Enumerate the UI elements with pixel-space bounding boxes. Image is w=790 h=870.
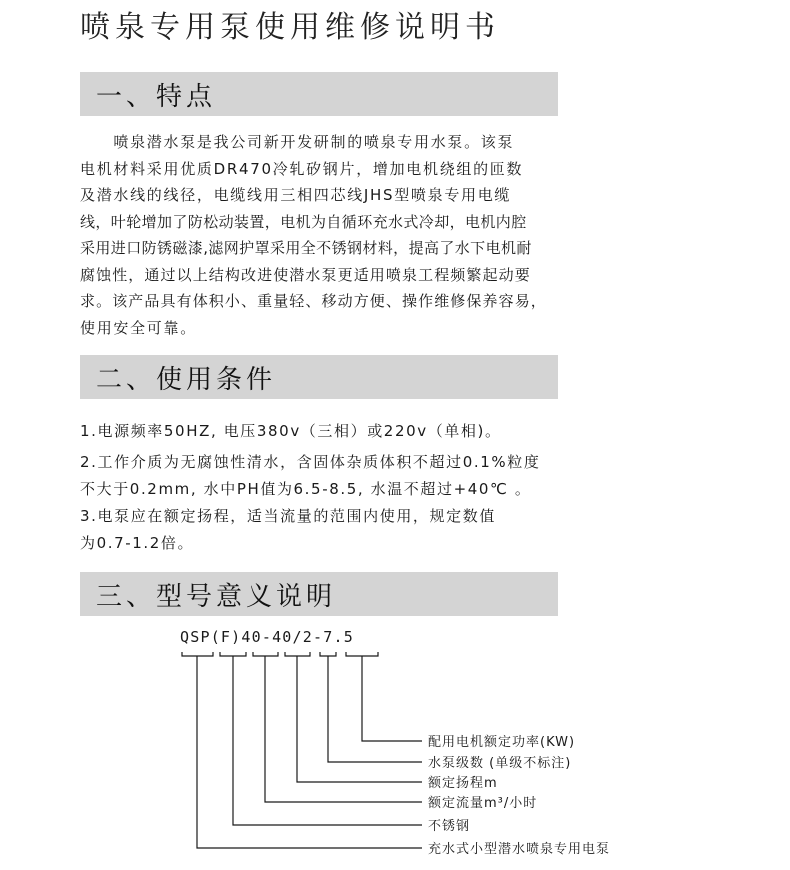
leader-flow [265, 656, 422, 802]
features-line: 采用进口防锈磁漆,滤网护罩采用全不锈钢材料，提高了水下电机耐 [80, 239, 532, 257]
features-line: 电机材料采用优质DR470冷轧矽钢片，增加电机绕组的匝数 [80, 159, 524, 178]
features-line: 使用安全可靠。 [80, 318, 197, 337]
model-code: QSP(F)40-40/2-7.5 [180, 628, 354, 646]
section-heading-features: 一、特点 [96, 82, 217, 112]
bracket-qsp [182, 652, 213, 656]
features-line: 喷泉潜水泵是我公司新开发研制的喷泉专用水泵。该泵 [80, 133, 515, 151]
bracket-power [346, 652, 378, 656]
leader-qsp [197, 656, 422, 848]
leader-head [297, 656, 422, 782]
section-heading-model: 三、型号意义说明 [96, 582, 337, 612]
condition-line: 3.电泵应在额定扬程，适当流量的范围内使用，规定数值 [80, 507, 496, 525]
legend-power: 配用电机额定功率(KW) [428, 735, 576, 750]
condition-line: 不大于0.2mm, 水中PH值为6.5-8.5, 水温不超过+40℃ 。 [80, 480, 532, 498]
features-line: 线，叶轮增加了防松动装置，电机为自循环充水式冷却，电机内腔 [80, 212, 527, 231]
bracket-flow [253, 652, 278, 656]
legend-type: 充水式小型潜水喷泉专用电泵 [428, 842, 611, 857]
leader-power [362, 656, 422, 741]
page-title: 喷泉专用泵使用维修说明书 [80, 10, 500, 45]
legend-material: 不锈钢 [428, 819, 471, 834]
features-line: 求。该产品具有体积小、重量轻、移动方便、操作维修保养容易， [80, 292, 547, 310]
bracket-f [220, 652, 246, 656]
condition-line: 为0.7-1.2倍。 [80, 534, 195, 552]
legend-stage: 水泵级数 (单级不标注) [428, 756, 572, 771]
leader-stage [328, 656, 422, 762]
features-line: 及潜水线的线径，电缆线用三相四芯线JHS型喷泉专用电缆 [80, 186, 512, 204]
features-line: 腐蚀性，通过以上结构改进使潜水泵更适用喷泉工程频繁起动要 [80, 265, 531, 284]
legend-head: 额定扬程m [428, 776, 498, 791]
legend-flow: 额定流量m³/小时 [428, 796, 538, 811]
condition-line: 1.电源频率50HZ, 电压380v（三相）或220v（单相)。 [80, 422, 502, 440]
bracket-head [285, 652, 310, 656]
bracket-stage [320, 652, 336, 656]
condition-line: 2.工作介质为无腐蚀性清水，含固体杂质体积不超过0.1%粒度 [80, 453, 541, 471]
section-heading-conditions: 二、使用条件 [96, 365, 277, 395]
